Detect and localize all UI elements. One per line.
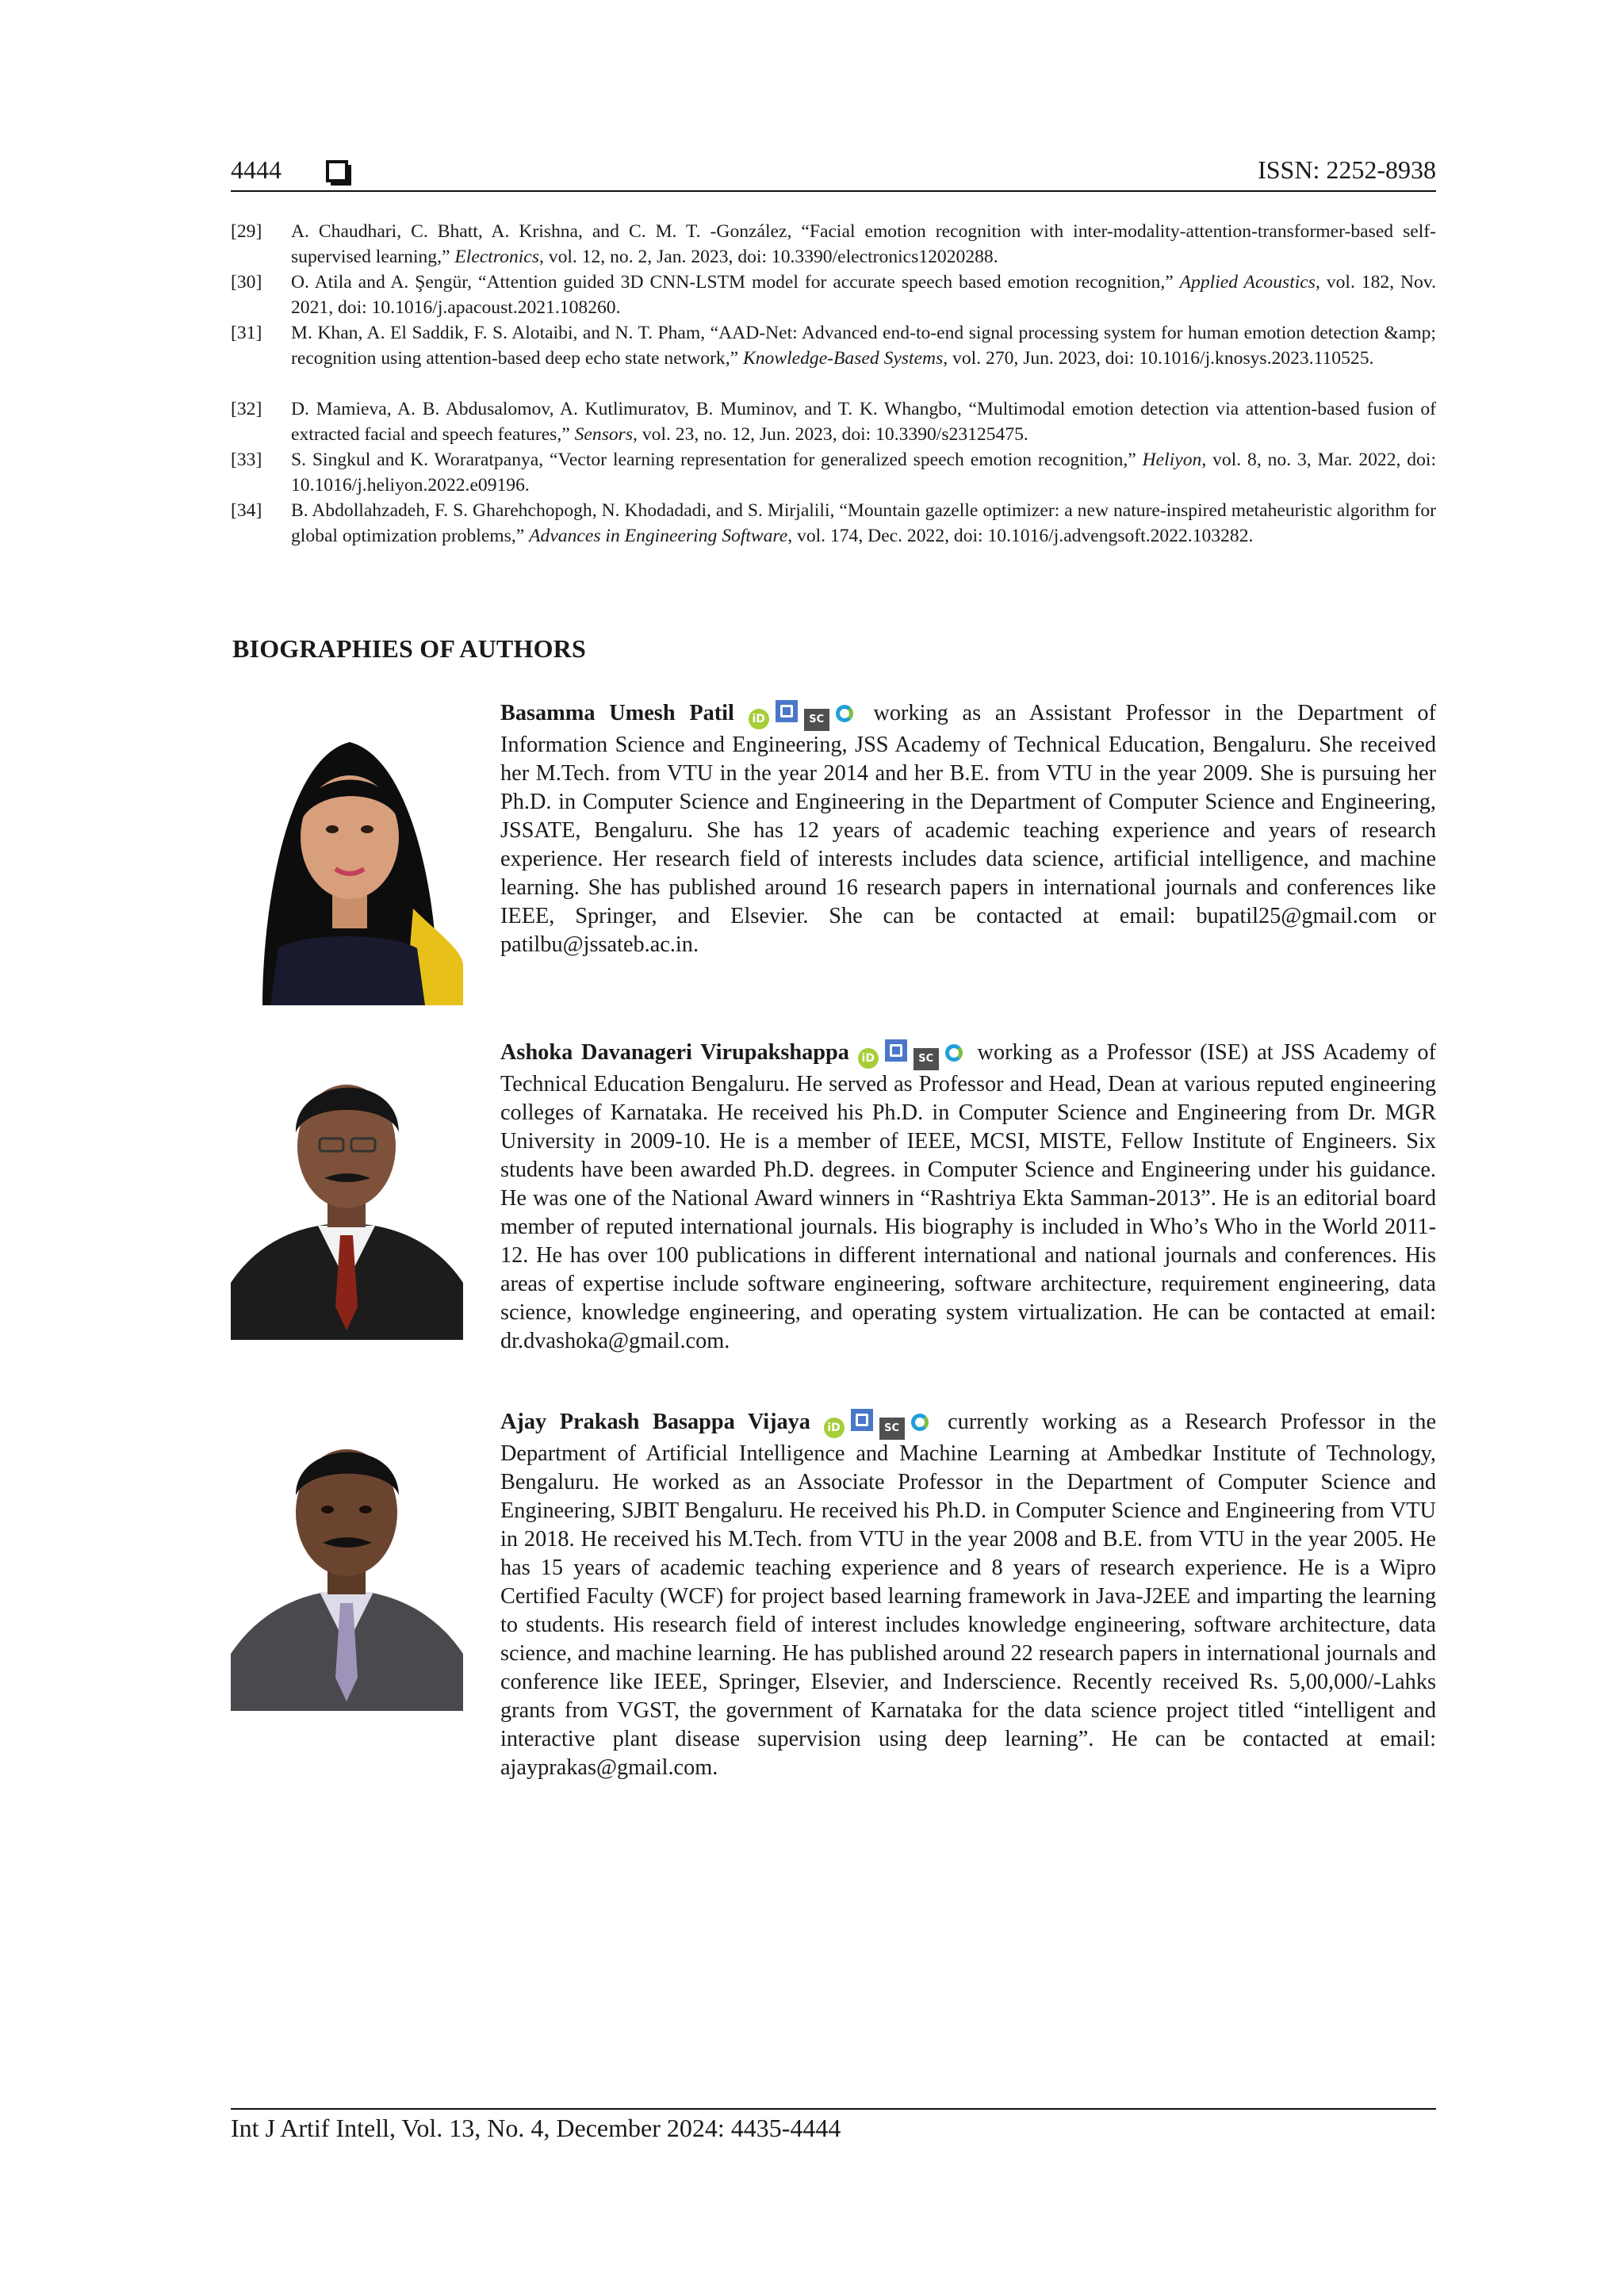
author-bio-text: currently working as a Research Professor in the Department of Artificial Intelligence and Machine Learning at Ambedkar Institute of Technology, Bengaluru. He worked as an Associate Professor in the Department of Computer Science and Engineering, SJBIT Bengaluru. He received his Ph.D. in Computer Science and Engineering from VTU in 2018. He received his M.Tech. from VTU in the year 2008 and B.E. from VTU in the year 2005. He has 15 years of academic teaching experience and 8 years of research experience. He is a Wipro Certified Faculty (WCF) for project based learning framework in Java-J2EE and imparting the learning to students. His research field of interest includes knowledge engineering, software architecture, data science, and machine learning. He has published around 22 research papers in international journals and conference like IEEE, Springer, Elsevier, and Inderscience. Recently received Rs. 5,00,000/-Lahks grants from VGST, the government of Karnataka for the data science project titled “intelligent and interactive plant disease supervision using deep learning”. He can be contacted at email: ajayprakas@gmail.com.	[500, 1410, 1437, 1780]
reference-text: D. Mamieva, A. B. Abdusalomov, A. Kutlimuratov, B. Muminov, and T. K. Whangbo, “Multimodal emotion detection via attention-based fusion of extracted facial and speech features,” Sensors, vol. 23, no. 12, Jun. 2023, doi: 10.3390/s23125475.	[291, 399, 1436, 445]
issn: ISSN: 2252-8938	[1258, 155, 1436, 184]
scopus-icon[interactable]: SC	[804, 709, 829, 731]
author-photo	[231, 710, 463, 1005]
reference-text: A. Chaudhari, C. Bhatt, A. Krishna, and C. M. T. -González, “Facial emotion recognition with inter-modality-attention-transformer-based self-supervised learning,” Electronics, vol. 12, no. 2, Jan. 2023, doi: 10.3390/electronics12020288.	[291, 221, 1436, 267]
footer-rule	[231, 2108, 1436, 2110]
orcid-icon[interactable]: iD	[824, 1418, 845, 1438]
author-name: Ajay Prakash Basappa Vijaya	[500, 1410, 810, 1434]
orcid-icon[interactable]: iD	[858, 1048, 879, 1069]
google-scholar-icon[interactable]	[885, 1039, 907, 1062]
publons-icon[interactable]	[911, 1414, 929, 1431]
author-bio	[500, 699, 1436, 959]
reference-text: O. Atila and A. Şengür, “Attention guided 3D CNN-LSTM model for accurate speech based emotion recognition,” Applied Acoustics, vol. 182, Nov. 2021, doi: 10.1016/j.apacoust.2021.108260.	[291, 272, 1437, 318]
author-photo	[231, 1045, 463, 1340]
author-name: Ashoka Davanageri Virupakshappa	[500, 1040, 849, 1065]
reference-text: M. Khan, A. El Saddik, F. S. Alotaibi, and N. T. Pham, “AAD-Net: Advanced end-to-end signal processing system for human emotion detection &amp; recognition using attention-based deep echo state network,” Knowledge-Based Systems, vol. 270, Jun. 2023, doi: 10.1016/j.knosys.2023.110525.	[291, 323, 1436, 369]
scopus-icon[interactable]: SC	[914, 1048, 939, 1070]
reference-number: [33]	[231, 450, 262, 470]
scopus-icon[interactable]: SC	[879, 1418, 905, 1440]
reference-number: [31]	[231, 323, 262, 343]
square-bullet-icon	[326, 160, 348, 182]
publons-icon[interactable]	[836, 705, 853, 722]
google-scholar-icon[interactable]	[776, 700, 798, 722]
author-bio-text: working as a Professor (ISE) at JSS Academy of Technical Education Bengaluru. He served as Professor and Head, Dean at various reputed engineering colleges of Karnataka. He received his Ph.D. in Computer Science and Engineering from Dr. MGR University in 2009-10. He is a member of IEEE, MCSI, MISTE, Fellow Institute of Engineers. Six students have been awarded Ph.D. degrees. in Computer Science and Engineering under his guidance. He was one of the National Award winners in “Rashtriya Ekta Samman-2013”. He is an editorial board member of reputed international journals. His biography is included in Who’s Who in the World 2011-12. He has over 100 publications in different international and national journals and conferences. His areas of expertise include software engineering, software architecture, requirement engineering, data science, knowledge engineering, and operating system virtualization. He can be contacted at email: dr.dvashoka@gmail.com.	[500, 1040, 1436, 1353]
reference-text: S. Singkul and K. Woraratpanya, “Vector learning representation for generalized speech emotion recognition,” Heliyon, vol. 8, no. 3, Mar. 2022, doi: 10.1016/j.heliyon.2022.e09196.	[291, 450, 1437, 496]
publons-icon[interactable]	[945, 1044, 963, 1062]
section-heading: BIOGRAPHIES OF AUTHORS	[232, 634, 586, 663]
reference-text: B. Abdollahzadeh, F. S. Gharehchopogh, N. Khodadadi, and S. Mirjalili, “Mountain gazelle optimizer: a new nature-inspired metaheuristic algorithm for global optimization problems,” Advances in Engineering Software, vol. 174, Dec. 2022, doi: 10.1016/j.advengsoft.2022.103282.	[291, 500, 1436, 546]
author-photo	[231, 1416, 463, 1711]
orcid-icon[interactable]: iD	[749, 709, 769, 729]
header-rule	[231, 190, 1436, 192]
footer-citation: Int J Artif Intell, Vol. 13, No. 4, December 2024: 4435-4444	[231, 2114, 841, 2142]
page-number: 4444	[231, 155, 282, 184]
author-name: Basamma Umesh Patil	[500, 701, 734, 725]
reference-number: [29]	[231, 221, 262, 242]
reference-number: [30]	[231, 272, 262, 293]
reference-number: [32]	[231, 399, 262, 419]
google-scholar-icon[interactable]	[851, 1409, 873, 1431]
reference-number: [34]	[231, 500, 262, 521]
author-bio	[500, 1408, 1436, 1782]
author-bio	[500, 1039, 1436, 1356]
author-bio-text: working as an Assistant Professor in the Department of Information Science and Engineering, JSS Academy of Technical Education, Bengaluru. She received her M.Tech. from VTU in the year 2014 and her B.E. from VTU in the year 2009. She is pursuing her Ph.D. in Computer Science and Engineering in the Department of Computer Science and Engineering, JSSATE, Bengaluru. She has 12 years of academic teaching experience and years of research experience. Her research field of interests includes data science, artificial intelligence, and machine learning. She has published around 16 research papers in international journals and conferences like IEEE, Springer, and Elsevier. She can be contacted at email: bupatil25@gmail.com or patilbu@jssateb.ac.in.	[500, 701, 1437, 957]
